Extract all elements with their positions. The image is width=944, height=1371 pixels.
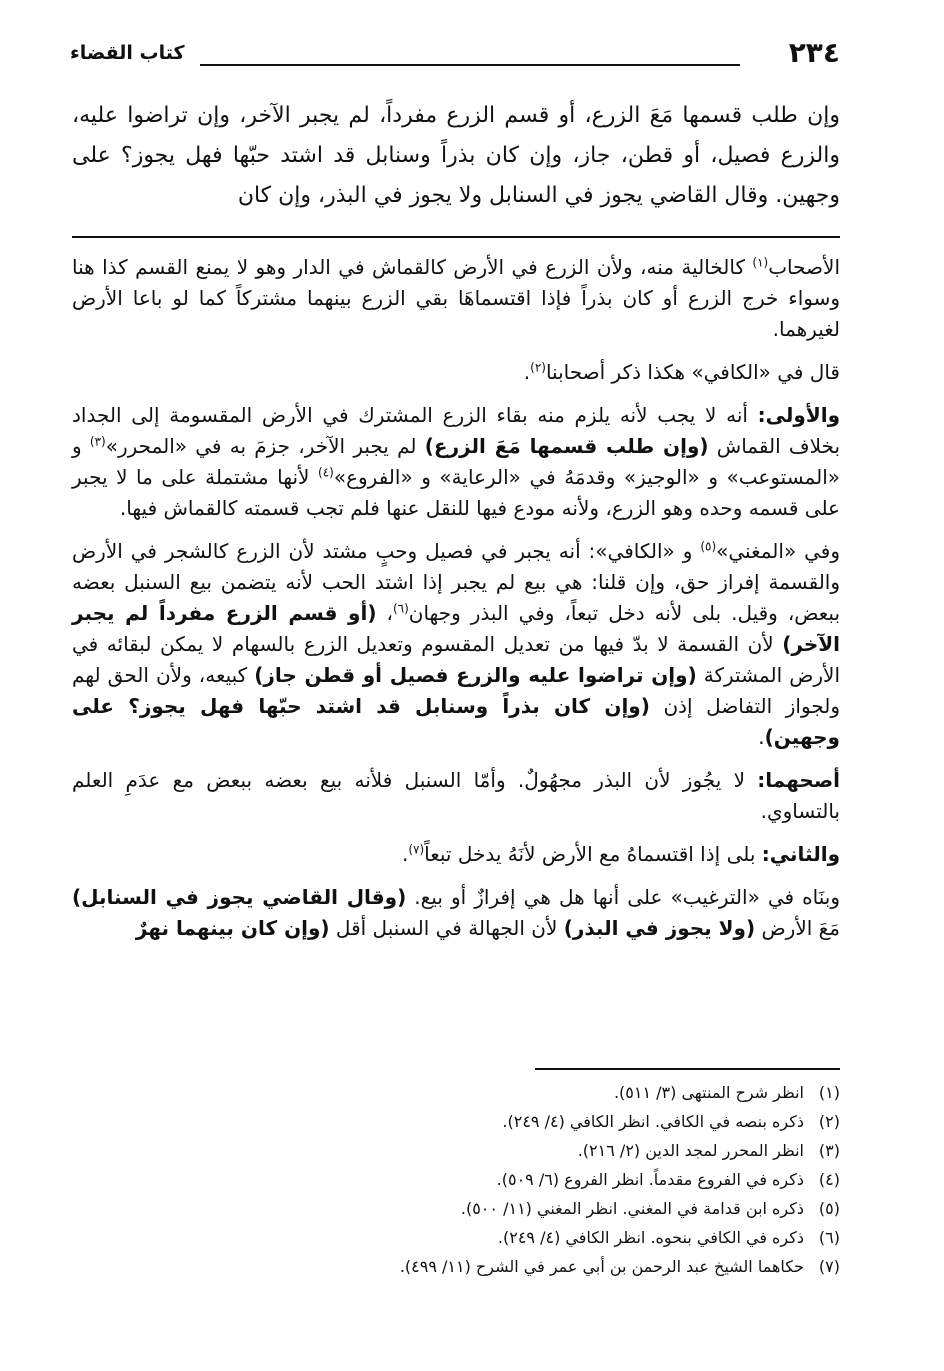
commentary-paragraph: وفي «المغني»$^{(٥)}$ و «الكافي»: أنه يجبر في فصيل وحبٍ مشتد لأن الزرع كالشجر في الأرض والقسمة إفراز حق، وإن قلنا: هي بيع لم يجبر إذا اشتد الحب لأنه يتضمن بيع السنبل بعضه ببعض، وقيل. بلى لأنه دخل تبعاً، وفي البذر وجهان$^{(٦)}$، (أو قسم الزرع مفرداً لم يجبر الآخر) لأن القسمة لا بدّ فيها من تعديل المقسوم وتعديل الزرع بالسهام لا يمكن لبقائه في الأرض المشتركة (وإن تراضوا عليه والزرع فصيل أو قطن جاز) كبيعه، ولأن الحق لهم ولجواز التفاضل إذن (وإن كان بذراً وسنابل قد اشتد حبّها فهل يجوز؟ على وجهين). xyxy=(72,539,841,749)
matn-separator xyxy=(72,236,840,238)
footnote-ref: (٥) xyxy=(700,539,717,554)
footnote: (٤)ذكره في الفروع مقدماً. انظر الفروع (٦/ ٥٠٩). xyxy=(496,1170,840,1189)
footnote: (٧)حكاهما الشيخ عبد الرحمن بن أبي عمر في الشرح (١١/ ٤٩٩). xyxy=(399,1257,840,1276)
matn-quote: (أو قسم الزرع مفرداً لم يجبر الآخر) xyxy=(72,601,840,656)
matn-quote: (وإن كان بينهما نهرٌ xyxy=(135,916,330,940)
running-header xyxy=(70,34,840,70)
footnotes-list xyxy=(400,1078,840,1281)
footnote: (٢)ذكره بنصه في الكافي. انظر الكافي (٤/ ٢٤٩). xyxy=(502,1112,840,1131)
matn-quote: (وإن تراضوا عليه والزرع فصيل أو قطن جاز) xyxy=(254,663,697,687)
lead-term: والأولى: xyxy=(757,403,840,427)
footnotes-separator xyxy=(535,1068,840,1070)
commentary-paragraph: والأولى: أنه لا يجب لأنه يلزم منه بقاء الزرع المشترك في الأرض المقسومة إلى الجداد بخلاف القماش (وإن طلب قسمها مَعَ الزرع) لم يجبر الآخر، جزمَ به في «المحرر»$^{(٣)}$ و «المستوعب» و «الوجيز» وقدمَهُ في «الرعاية» و «الفروع»$^{(٤)}$ لأنها مشتملة على ما لا يجبر على قسمه وحده وهو الزرع، ولأنه مودع فيها للنقل عنها فلم تجب قسمته كالقماش فيها. xyxy=(72,403,841,520)
footnote: (٣)انظر المحرر لمجد الدين (٢/ ٢١٦). xyxy=(577,1141,840,1160)
matn-quote: (وإن طلب قسمها مَعَ الزرع) xyxy=(424,434,709,458)
matn-text: وإن طلب قسمها مَعَ الزرع، أو قسم الزرع مفرداً، لم يجبر الآخر، وإن تراضوا عليه، والزرع فصيل، أو قطن، جاز، وإن كان بذراً وسنابل قد اشتد حبّها فهل يجوز؟ على وجهين. وقال القاضي يجوز في السنابل ولا يجوز في البذر، وإن كان xyxy=(72,103,840,208)
footnote: (٥)ذكره ابن قدامة في المغني. انظر المغني (١١/ ٥٠٠). xyxy=(460,1199,840,1218)
commentary-paragraph: أصحهما: لا يجُوز لأن البذر مجهُولٌ. وأمّا السنبل فلأنه بيع بعضه ببعض مع عدَمِ العلم بالتساوي. xyxy=(72,768,840,823)
commentary xyxy=(72,252,840,956)
footnote: (٦)ذكره في الكافي بنحوه. انظر الكافي (٤/ ٢٤٩). xyxy=(497,1228,840,1247)
commentary-paragraph: قال في «الكافي» هكذا ذكر أصحابنا$^{(٢)}$. xyxy=(523,360,840,384)
commentary-paragraph: الأصحاب$^{(١)}$ كالخالية منه، ولأن الزرع في الأرض كالقماش في الدار وهو لا يمنع القسم كذا هنا وسواء خرج الزرع أو كان بذراً فإذا اقتسماهَا بقي الزرع بينهما مشتركاً كما لو باعا الأرض لغيرهما. xyxy=(72,255,840,341)
footnote: (١)انظر شرح المنتهى (٣/ ٥١١). xyxy=(613,1083,840,1102)
footnote-ref: (٢) xyxy=(530,360,546,375)
footnote-ref: (٧) xyxy=(408,842,425,857)
commentary-paragraph: وبنَاه في «الترغيب» على أنها هل هي إفرازٌ أو بيع. (وقال القاضي يجوز في السنابل) مَعَ الأرض (ولا يجوز في البذر) لأن الجهالة في السنبل أقل (وإن كان بينهما نهرٌ xyxy=(72,885,840,940)
header-rule xyxy=(200,64,740,66)
footnote-ref: (١) xyxy=(752,255,769,270)
footnote-ref: (٤) xyxy=(318,465,334,480)
commentary-paragraph: والثاني: بلى إذا اقتسماهُ مع الأرض لأنَهُ يدخل تبعاً$^{(٧)}$. xyxy=(401,842,840,866)
matn-quote: (ولا يجوز في البذر) xyxy=(563,916,756,940)
lead-term: والثاني: xyxy=(761,842,840,866)
footnote-ref: (٣) xyxy=(89,434,106,449)
book-title: كتاب القضاء xyxy=(70,42,185,64)
matn-quote: (وقال القاضي يجوز في السنابل) xyxy=(72,885,407,909)
footnote-ref: (٦) xyxy=(392,601,409,616)
page-number: ٢٣٤ xyxy=(788,36,840,69)
matn-quote: (وإن كان بذراً وسنابل قد اشتد حبّها فهل يجوز؟ على وجهين) xyxy=(72,694,840,749)
lead-term: أصحهما: xyxy=(757,768,840,792)
